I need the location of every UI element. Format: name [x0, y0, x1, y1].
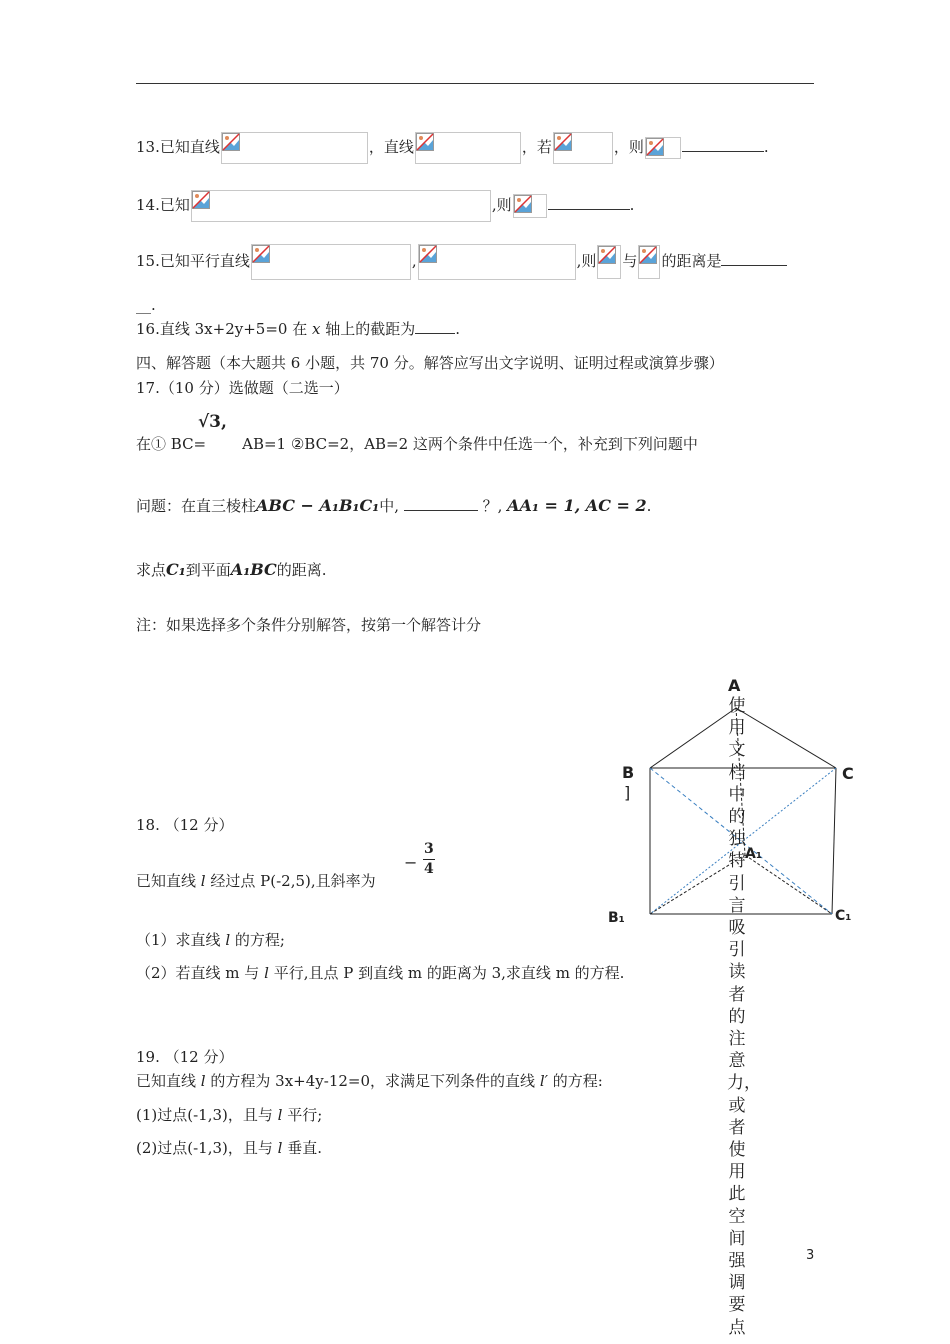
q16-text: 16.直线 3x+2y+5=0 在 [136, 320, 308, 338]
q14-end: . [629, 196, 635, 214]
q18-p1-a: （1）求直线 [136, 931, 221, 949]
q17-heading: 17.（10 分）选做题（二选一） [136, 379, 349, 397]
q18-heading: 18. （12 分） [136, 816, 234, 834]
vertex-a-label: A [728, 676, 741, 695]
q19-p2-a: (2)过点(-1,3)，且与 [136, 1139, 273, 1157]
q19-part1 [136, 1104, 322, 1125]
q13-end: . [763, 138, 769, 156]
broken-image-icon [513, 194, 547, 218]
q14-sep1: ,则 [491, 196, 512, 214]
answer-blank [548, 209, 630, 210]
q18-p2-b: 平行,且点 P 到直线 m 的距离为 3,求直线 m 的方程. [273, 964, 625, 982]
line-l: l [277, 1139, 283, 1157]
answer-blank [682, 151, 764, 152]
q17-problem-b: 中, [379, 497, 400, 515]
bracket-label: ] [624, 783, 631, 802]
q19-given-c: 的方程: [552, 1072, 603, 1090]
q15-sep2: ,则 [576, 252, 597, 270]
q17-note: 注：如果选择多个条件分别解答，按第一个解答计分 [136, 616, 482, 634]
vertex-b1-label: B₁ [608, 910, 625, 926]
q13-sep2: ，若 [521, 138, 552, 156]
line-l: l [225, 931, 231, 949]
broken-image-icon [191, 190, 491, 222]
q16-x: x [312, 320, 321, 338]
q18-given-a: 已知直线 [136, 872, 197, 890]
q19-heading: 19. （12 分） [136, 1048, 234, 1066]
q17-period: . [646, 497, 652, 515]
q18-given-b: 经过点 P(-2,5),且斜率为 [210, 872, 376, 890]
question-16 [136, 318, 460, 339]
broken-image-icon [645, 137, 681, 159]
broken-image-icon [597, 245, 621, 279]
broken-image-icon [418, 244, 576, 280]
q17-conditions [136, 433, 698, 454]
point-c1: C₁ [166, 560, 186, 579]
q17-cond-a: 在① BC= [136, 435, 207, 453]
q15-prefix: 15.已知平行直线 [136, 252, 250, 270]
line-l: l [200, 872, 206, 890]
q17-find-b: 到平面 [185, 561, 231, 579]
q19-p2-b: 垂直. [287, 1139, 323, 1157]
q17-find-a: 求点 [136, 561, 167, 579]
page-number: 3 [806, 1248, 815, 1263]
q19-p1-b: 平行; [287, 1106, 323, 1124]
question-15 [136, 244, 787, 280]
broken-image-icon [553, 132, 613, 164]
plane-a1bc: A₁BC [230, 560, 277, 579]
q15-sep3: 与 [622, 252, 638, 270]
line-l-prime: l′ [539, 1072, 549, 1090]
q19-given-a: 已知直线 [136, 1072, 197, 1090]
vertex-a1-label: A₁ [745, 846, 762, 862]
q13-prefix: 13.已知直线 [136, 138, 220, 156]
broken-image-icon [415, 132, 521, 164]
q17-find [136, 559, 327, 580]
fraction-bar [423, 859, 435, 860]
section-4-heading: 四、解答题（本大题共 6 小题，共 70 分。解答应写出文字说明、证明过程或演算步骤） [136, 354, 724, 372]
broken-image-icon [221, 132, 368, 164]
q19-p1-a: (1)过点(-1,3)，且与 [136, 1106, 273, 1124]
q18-p2-a: （2）若直线 m 与 [136, 964, 260, 982]
prism-expression: ABC − A₁B₁C₁ [256, 496, 380, 515]
q15-continuation: __. [136, 296, 156, 314]
answer-blank [721, 265, 787, 266]
q13-sep1: ，直线 [368, 138, 414, 156]
vertex-c1-label: C₁ [835, 908, 852, 924]
q19-part2 [136, 1137, 322, 1158]
given-conditions: AA₁ = 1, AC = 2 [507, 496, 647, 515]
q16-end: . [455, 320, 461, 338]
broken-image-icon [638, 245, 660, 279]
question-14 [136, 190, 634, 222]
q17-find-c: 的距离. [276, 561, 327, 579]
q18-p1-b: 的方程; [234, 931, 285, 949]
q17-problem [136, 495, 651, 516]
sqrt3: √3, [198, 412, 227, 432]
prism-figure [600, 690, 900, 940]
broken-image-icon [251, 244, 411, 280]
q17-cond-b: AB=1 ②BC=2，AB=2 这两个条件中任选一个，补充到下列问题中 [242, 435, 698, 453]
slope-numerator: 3 [424, 841, 434, 857]
q17-problem-c: ？, [482, 497, 503, 515]
q19-given [136, 1070, 603, 1091]
q17-problem-a: 问题：在直三棱柱 [136, 497, 257, 515]
header-rule [136, 83, 814, 84]
vertical-quote-text: 使用文档中的独特引言吸引读者的注意力，或者使用此空间强调要点 [727, 696, 761, 1338]
q16-text2: 轴上的截距为 [325, 320, 416, 338]
question-13 [136, 132, 769, 164]
vertex-c-label: C [842, 764, 854, 783]
q18-part1 [136, 929, 285, 950]
q15-suffix: 的距离是 [661, 252, 722, 270]
slope-denominator: 4 [424, 861, 434, 877]
vertex-b-label: B [622, 763, 635, 782]
q18-given [136, 870, 376, 891]
q13-sep3: ，则 [613, 138, 644, 156]
line-l: l [264, 964, 269, 982]
answer-blank [415, 333, 455, 334]
line-l: l [277, 1106, 283, 1124]
q19-given-b: 的方程为 3x+4y-12=0，求满足下列条件的直线 [210, 1072, 536, 1090]
q15-sep1: , [411, 252, 417, 270]
q14-prefix: 14.已知 [136, 196, 190, 214]
line-l: l [200, 1072, 206, 1090]
slope-sign: − [404, 853, 418, 872]
answer-blank [404, 510, 478, 511]
q18-part2 [136, 962, 624, 983]
